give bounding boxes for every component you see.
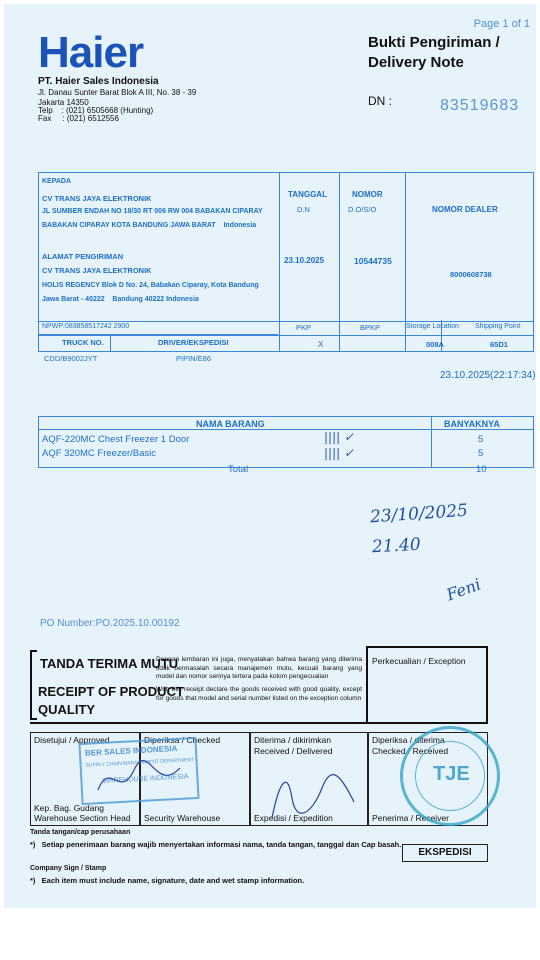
- storage-value: 008A: [426, 340, 444, 349]
- delivered-label: Diterima / dikirimkan Received / Delivered: [254, 735, 333, 756]
- alamat-label: ALAMAT PENGIRIMAN: [42, 252, 124, 261]
- dealer-label: NOMOR DEALER: [432, 205, 498, 214]
- company-name: PT. Haier Sales Indonesia: [38, 76, 159, 87]
- kepada-address-2: BABAKAN CIPARAY KOTA BANDUNG JAWA BARAT Indonesia: [42, 222, 257, 229]
- ekspedisi-label: EKSPEDISI: [418, 847, 472, 858]
- bpkp-label: BPKP: [360, 323, 381, 332]
- dealer-value: 8000608738: [450, 270, 492, 279]
- expedition-label: Expedisi / Expedition: [254, 813, 333, 823]
- receipt-text-en: With this receipt declare the goods received with good quality, except for goods that model and serial number listed on the exception column: [156, 686, 362, 702]
- warehouse-head-label: Kep. Bag. Gudang Warehouse Section Head: [34, 803, 131, 823]
- kepada-label: KEPADA: [42, 178, 72, 185]
- doc-title-line1: Bukti Pengiriman /: [368, 34, 500, 51]
- alamat-name: CV TRANS JAYA ELEKTRONIK: [42, 266, 152, 275]
- truck-value: CDD/B9002JYT: [44, 354, 98, 363]
- kepada-name: CV TRANS JAYA ELEKTRONIK: [42, 194, 152, 203]
- company-sign-en: Company Sign / Stamp: [30, 865, 107, 872]
- note-en: *) Each item must include name, signature, date and wet stamp information.: [30, 876, 305, 885]
- item-row-1-qty: 5: [478, 434, 484, 445]
- company-sign-id: Tanda tangan/cap perusahaan: [30, 829, 131, 836]
- approved-label: Disetujui / Approved: [34, 735, 110, 745]
- nomor-label: NOMOR: [352, 190, 383, 199]
- haier-logo: Haier: [38, 28, 144, 77]
- alamat-address-1: HOLIS REGENCY Blok D No. 24, Babakan Ciparay, Kota Bandung: [42, 282, 259, 289]
- ekspedisi-box: [402, 844, 488, 862]
- receiver-label: Penerima / Receiver: [372, 813, 450, 823]
- company-telp: Telp : (021) 6505668 (Hunting): [38, 106, 154, 115]
- total-value: 10: [476, 464, 487, 475]
- pkp-value: X: [318, 340, 324, 349]
- driver-label: DRIVER/EKSPEDISI: [158, 338, 229, 347]
- note-id: *) Setiap penerimaan barang wajib menyertakan informasi nama, tanda tangan, tanggal dan Cap basah.: [30, 840, 402, 849]
- doc-title-line2: Delivery Note: [368, 54, 464, 71]
- nomor-value: 10544735: [354, 256, 392, 266]
- tanggal-label: TANGGAL: [288, 190, 327, 199]
- security-warehouse-label: Security Warehouse: [144, 813, 221, 823]
- tanggal-sub: D.N: [297, 205, 310, 214]
- dn-label: DN :: [368, 94, 392, 108]
- pkp-label: PKP: [296, 323, 312, 332]
- dn-number: 83519683: [440, 97, 520, 114]
- driver-value: PIPIN/E86: [176, 354, 212, 363]
- shipping-value: 65D1: [490, 340, 508, 349]
- page-number: Page 1 of 1: [473, 18, 530, 30]
- alamat-address-2: Jawa Barat - 40222 Bandung 40222 Indonesia: [42, 296, 199, 303]
- po-number: PO Number:PO.2025.10.00192: [40, 618, 180, 629]
- item-row-2-tally: |||| ✓: [324, 446, 355, 460]
- receipt-title-id: TANDA TERIMA MUTU: [40, 656, 179, 671]
- shipping-point-label: Shipping Point: [475, 323, 521, 330]
- item-row-1-tally: |||| ✓: [324, 430, 355, 444]
- item-row-2-qty: 5: [478, 448, 484, 459]
- approved-signature: [90, 750, 190, 810]
- item-row-1-name: AQF-220MC Chest Freezer 1 Door: [42, 434, 190, 445]
- truck-label: TRUCK NO.: [62, 338, 104, 347]
- handwritten-signature: Feni: [443, 574, 484, 605]
- receipt-text-id: Dengan lembaran ini juga, menyatakan bahwa barang yang diterima tidak bermasalah secara manajemen mutu, kecuali barang yang model dan nomor serinya tertera pada kolom pengecualian: [156, 656, 362, 680]
- received-label: Diperiksa / diterima Checked / Received: [372, 735, 449, 756]
- nomor-sub: D.O/S/O: [348, 205, 377, 214]
- npwp: NPWP:083858517242 2900: [42, 323, 130, 330]
- handwritten-time: 21.40: [371, 534, 422, 558]
- handwritten-date: 23/10/2025: [369, 500, 469, 528]
- tanggal-value: 23.10.2025: [284, 256, 325, 265]
- receipt-title-en-1: RECEIPT OF PRODUCT: [38, 684, 184, 699]
- haier-warehouse-stamp: BER SALES INDONESIA SUPPLY CHAIN MANAGEMENT DEPARTMENT WAREHOUSE INDONESIA: [78, 737, 199, 805]
- nama-barang-header: NAMA BARANG: [196, 419, 265, 429]
- banyaknya-header: BANYAKNYA: [444, 419, 500, 429]
- company-address: Jl. Danau Sunter Barat Blok A III, No. 38 - 39: [38, 88, 197, 97]
- item-row-2-name: AQF 320MC Freezer/Basic: [42, 448, 157, 459]
- expedition-signature: [262, 758, 362, 824]
- checked-label: Diperiksa / Checked: [144, 735, 221, 745]
- print-timestamp: 23.10.2025(22:17:34): [440, 370, 536, 381]
- total-label: Total: [228, 464, 249, 475]
- exception-label: Perkecualian / Exception: [372, 656, 466, 666]
- receipt-title-en-2: QUALITY: [38, 702, 96, 717]
- storage-location-label: Storage Location: [406, 323, 459, 330]
- tje-company-stamp: TJE: [400, 726, 500, 826]
- company-fax: Fax : (021) 6512556: [38, 114, 119, 123]
- kepada-address-1: JL SUMBER ENDAH NO 18/30 RT 006 RW 004 BABAKAN CIPARAY: [42, 208, 263, 215]
- company-city: Jakarta 14350: [38, 98, 89, 107]
